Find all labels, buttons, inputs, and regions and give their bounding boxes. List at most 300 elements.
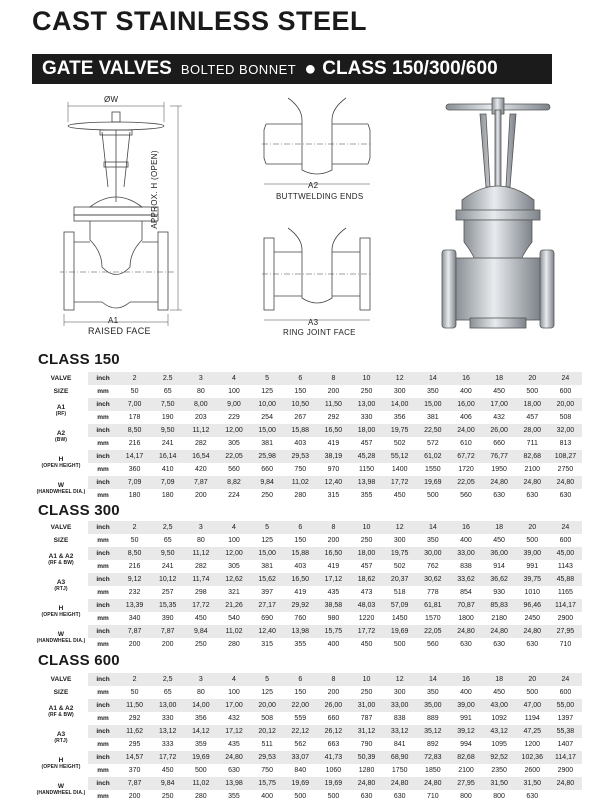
table-row [34,764,582,777]
value-cell: 26,00 [483,424,516,437]
valve-elevation-drawing [60,92,190,342]
value-cell: 419 [327,563,340,570]
value-cell: 300 [393,388,406,395]
value-cell: 350 [426,537,439,544]
value-cell: 560 [460,492,472,499]
value-cell: 250 [195,641,207,648]
value-cell: 18 [483,372,516,385]
value-cell: 14 [416,372,449,385]
value-cell: 1092 [491,715,507,722]
row-label [34,450,88,476]
value-cell: 17,72 [184,599,217,612]
value-cell: 19,69 [284,777,317,790]
table-row [34,777,582,790]
value-cell: 2 [118,372,151,385]
value-cell: 3 [184,673,217,686]
value-cell: 32,00 [549,424,582,437]
row-label-sub: (HANDWHEEL DIA.) [36,790,86,796]
value-cell: 630 [493,641,505,648]
value-cell: 125 [261,388,273,395]
value-cell: 7,00 [118,398,151,411]
valve-3d-render [440,92,560,342]
value-cell: 22,05 [449,476,482,489]
unit-cell: inch [88,751,118,764]
row-label-main: H [58,456,64,463]
value-cell: 7,87 [118,777,151,790]
dim-h-label: APPROX. H (OPEN) [149,150,159,229]
value-cell: 1450 [391,615,408,622]
value-cell: 340 [128,615,141,622]
ring-joint-drawing [262,224,372,329]
value-cell: 10 [350,673,383,686]
row-label-main: VALVE [50,524,72,531]
value-cell: 889 [426,715,439,722]
value-cell: 630 [526,641,539,648]
value-cell: 92,52 [483,751,516,764]
value-cell: 778 [426,589,439,596]
value-cell: 6 [284,521,317,534]
table-row [34,738,582,751]
value-cell: 292 [128,715,141,722]
value-cell: 24 [549,521,582,534]
value-cell: 13,98 [284,625,317,638]
value-cell: 6 [284,673,317,686]
value-cell: 321 [228,589,240,596]
value-cell: 11,62 [118,725,151,738]
value-cell: 22,00 [284,699,317,712]
table-row [34,385,582,398]
value-cell: 1165 [557,589,573,596]
value-cell: 108,27 [549,450,582,463]
value-cell: 27,95 [549,625,582,638]
value-cell: 24,80 [483,476,516,489]
value-cell: 31,50 [516,777,549,790]
value-cell: 1010 [524,589,541,596]
value-cell: 381 [261,563,273,570]
value-cell: 18,00 [350,424,383,437]
value-cell: 840 [294,767,307,774]
value-cell: 1397 [557,715,574,722]
value-cell: 419 [294,589,307,596]
value-cell: 991 [526,563,539,570]
value-cell: 280 [294,492,307,499]
value-cell: 20 [516,673,549,686]
table-row [34,573,582,586]
value-cell: 12,00 [217,424,250,437]
value-cell: 178 [128,414,141,421]
value-cell: 500 [426,492,439,499]
value-cell: 600 [559,537,572,544]
value-cell: 280 [228,641,240,648]
value-cell: 27,17 [251,599,284,612]
value-cell: 200 [128,793,141,800]
table-row [34,411,582,424]
value-cell: 125 [261,537,273,544]
banner-product: GATE VALVES [42,58,172,79]
value-cell: 7,87 [118,625,151,638]
value-cell: 19,75 [383,547,416,560]
value-cell: 80 [196,689,205,696]
value-cell: 11,02 [184,777,217,790]
value-cell: 7,87 [151,625,184,638]
value-cell: 500 [526,537,539,544]
value-cell: 11,74 [184,573,217,586]
value-cell: 10,12 [151,573,184,586]
value-cell: 1150 [359,466,375,473]
value-cell: 47,00 [516,699,549,712]
value-cell: 381 [261,440,273,447]
value-cell: 7,09 [151,476,184,489]
value-cell: 8 [317,372,350,385]
value-cell: 355 [294,641,307,648]
row-label-main: W [57,631,65,638]
value-cell: 43,00 [483,699,516,712]
value-cell: 55,12 [383,450,416,463]
value-cell: 33,62 [449,573,482,586]
value-cell: 55,38 [549,725,582,738]
value-cell: 500 [526,388,539,395]
value-cell: 11,50 [118,699,151,712]
value-cell: 80 [196,537,205,544]
class-600-heading: CLASS 600 [38,652,120,669]
value-cell: 12 [383,372,416,385]
value-cell: 511 [261,741,273,748]
value-cell: 450 [195,615,207,622]
value-cell: 540 [228,615,240,622]
row-label [34,476,88,502]
value-cell: 660 [493,440,505,447]
row-label-main: H [58,605,64,612]
value-cell: 630 [559,492,572,499]
value-cell: 50 [130,388,139,395]
value-cell: 229 [228,414,240,421]
value-cell: 21,26 [217,599,250,612]
value-cell: 216 [128,440,141,447]
value-cell: 20,37 [383,573,416,586]
table-row [34,686,582,699]
value-cell: 970 [327,466,340,473]
value-cell: 1194 [524,715,540,722]
value-cell: 27,95 [449,777,482,790]
value-cell: 15,35 [151,599,184,612]
value-cell: 7,50 [151,398,184,411]
value-cell: 930 [493,589,505,596]
value-cell: 2 [118,673,151,686]
value-cell: 39,00 [449,699,482,712]
value-cell: 630 [526,793,539,800]
unit-cell: inch [88,699,118,712]
value-cell: 359 [195,741,207,748]
value-cell: 22,05 [217,450,250,463]
value-cell: 100 [228,537,240,544]
value-cell: 508 [559,414,572,421]
table-row [34,790,582,803]
value-cell: 450 [360,641,373,648]
value-cell: 560 [426,641,439,648]
value-cell: 254 [261,414,273,421]
unit-cell: inch [88,372,118,385]
value-cell: 991 [460,715,472,722]
value-cell: 17,72 [383,476,416,489]
value-cell: 280 [195,793,207,800]
value-cell: 18,62 [350,573,383,586]
value-cell: 216 [128,563,141,570]
value-cell: 250 [360,388,373,395]
value-cell: 914 [493,563,505,570]
table-row [34,725,582,738]
row-label-main: A1 & A2 [48,553,74,560]
class-300-table [34,521,582,651]
value-cell: 19,75 [383,424,416,437]
value-cell: 14,00 [184,699,217,712]
value-cell: 250 [261,492,273,499]
value-cell: 17,72 [350,625,383,638]
unit-cell: inch [88,599,118,612]
unit-cell: inch [88,673,118,686]
class-600-table [34,673,582,803]
value-cell: 295 [128,741,141,748]
value-cell: 9,50 [151,424,184,437]
value-cell: 82,68 [516,450,549,463]
value-cell: 355 [360,492,373,499]
value-cell: 14,17 [118,450,151,463]
value-cell: 400 [460,388,472,395]
value-cell: 24,80 [549,476,582,489]
value-cell: 381 [426,414,439,421]
value-cell: 400 [460,689,472,696]
value-cell: 2600 [524,767,541,774]
table-row [34,463,582,476]
row-label-sub: (RTJ) [54,586,68,592]
unit-cell: inch [88,521,118,534]
row-label-sub: (OPEN HEIGHT) [41,612,81,618]
value-cell: 80 [196,388,205,395]
value-cell: 14 [416,673,449,686]
unit-cell: inch [88,476,118,489]
value-cell: 7,87 [184,476,217,489]
value-cell: 13,12 [151,725,184,738]
value-cell: 2900 [557,767,574,774]
value-cell: 17,00 [217,699,250,712]
value-cell: 180 [128,492,141,499]
value-cell: 2 [118,521,151,534]
value-cell: 500 [195,767,207,774]
value-cell: 39,00 [516,547,549,560]
dim-w-label: ØW [104,95,119,104]
value-cell: 61,81 [416,599,449,612]
value-cell: 305 [228,563,240,570]
unit-cell: mm [97,563,109,570]
table-row [34,673,582,686]
value-cell: 994 [460,741,472,748]
value-cell: 800 [493,793,505,800]
row-label-sub: (RF & BW) [48,712,74,718]
unit-cell: mm [97,414,109,421]
value-cell: 9,84 [151,777,184,790]
table-row [34,450,582,463]
value-cell: 370 [128,767,141,774]
value-cell: 360 [128,466,141,473]
value-cell: 450 [493,388,505,395]
value-cell: 24,80 [350,777,383,790]
value-cell: 85,83 [483,599,516,612]
value-cell: 29,92 [284,599,317,612]
value-cell: 406 [460,414,472,421]
value-cell: 7,09 [118,476,151,489]
value-cell: 39,12 [449,725,482,738]
unit-cell: inch [88,450,118,463]
value-cell: 25,98 [251,450,284,463]
banner-bullet: ● [304,57,317,80]
value-cell: 10 [350,521,383,534]
value-cell: 11,50 [317,398,350,411]
value-cell: 22,05 [416,625,449,638]
value-cell: 28,00 [516,424,549,437]
value-cell: 22,50 [416,424,449,437]
product-banner [32,54,552,84]
value-cell: 10,50 [284,398,317,411]
banner-classes: CLASS 150/300/600 [322,58,498,79]
value-cell: 838 [460,563,472,570]
value-cell: 16,54 [184,450,217,463]
value-cell: 350 [426,689,439,696]
value-cell: 70,87 [449,599,482,612]
row-label-main: A3 [56,731,66,738]
value-cell: 20 [516,372,549,385]
value-cell: 200 [327,388,340,395]
unit-cell: mm [97,492,109,499]
value-cell: 82,68 [449,751,482,764]
row-label-main: W [57,482,65,489]
row-label-main: W [57,783,65,790]
value-cell: 14,12 [184,725,217,738]
value-cell: 1570 [425,615,441,622]
value-cell: 2100 [458,767,474,774]
value-cell: 1095 [491,741,507,748]
value-cell: 6 [284,372,317,385]
value-cell: 315 [327,492,340,499]
row-label [34,599,88,625]
value-cell: 16,50 [317,424,350,437]
value-cell: 250 [360,689,373,696]
row-label [34,777,88,803]
value-cell: 15,62 [251,573,284,586]
row-label-sub: (OPEN HEIGHT) [41,764,81,770]
value-cell: 33,12 [383,725,416,738]
ring-joint-face-label: RING JOINT FACE [283,328,356,337]
value-cell: 5 [251,521,284,534]
value-cell: 19,69 [317,777,350,790]
value-cell: 15,75 [251,777,284,790]
value-cell: 200 [327,689,340,696]
value-cell: 150 [294,537,307,544]
value-cell: 39,75 [516,573,549,586]
value-cell: 750 [261,767,273,774]
value-cell: 9,84 [184,625,217,638]
value-cell: 2450 [524,615,541,622]
value-cell: 24 [549,673,582,686]
value-cell: 1407 [557,741,574,748]
value-cell: 114,17 [549,751,582,764]
value-cell: 315 [261,641,273,648]
value-cell: 663 [327,741,340,748]
row-label [34,751,88,777]
value-cell: 2750 [557,466,574,473]
value-cell: 710 [559,641,572,648]
row-label [34,424,88,450]
unit-cell: mm [97,741,109,748]
value-cell: 150 [294,388,307,395]
dim-a3-label: A3 [308,318,319,327]
value-cell: 787 [360,715,373,722]
row-label-sub: (HANDWHEEL DIA.) [36,489,86,495]
value-cell: 41,73 [317,751,350,764]
row-label [34,398,88,424]
value-cell: 24,80 [449,625,482,638]
value-cell: 330 [360,414,373,421]
unit-cell: mm [97,793,109,800]
value-cell: 190 [161,414,174,421]
value-cell: 20,00 [251,699,284,712]
row-label-sub: (RF & BW) [48,560,74,566]
value-cell: 630 [460,641,472,648]
value-cell: 500 [294,793,307,800]
value-cell: 9,50 [151,547,184,560]
value-cell: 15,75 [317,625,350,638]
value-cell: 114,17 [549,599,582,612]
value-cell: 350 [426,388,439,395]
value-cell: 203 [195,414,207,421]
value-cell: 1850 [425,767,441,774]
value-cell: 1800 [458,615,474,622]
value-cell: 15,00 [251,424,284,437]
value-cell: 4 [217,372,250,385]
value-cell: 36,00 [483,547,516,560]
value-cell: 33,00 [449,547,482,560]
value-cell: 12,40 [317,476,350,489]
value-cell: 57,09 [383,599,416,612]
table-row [34,476,582,489]
value-cell: 45,88 [549,573,582,586]
value-cell: 750 [294,466,307,473]
value-cell: 15,00 [416,398,449,411]
value-cell: 13,00 [151,699,184,712]
value-cell: 50 [130,689,139,696]
value-cell: 355 [228,793,240,800]
row-label-main: VALVE [50,676,72,683]
value-cell: 65 [163,537,172,544]
table-row [34,638,582,651]
dim-a1-label: A1 [108,316,119,325]
value-cell: 16,14 [151,450,184,463]
value-cell: 630 [228,767,240,774]
value-cell: 15,88 [284,424,317,437]
value-cell: 17,00 [483,398,516,411]
row-label [34,573,88,599]
value-cell: 1143 [557,563,573,570]
value-cell: 432 [493,414,505,421]
value-cell: 100 [228,689,240,696]
value-cell: 150 [294,689,307,696]
value-cell: 76,77 [483,450,516,463]
value-cell: 330 [161,715,174,722]
row-label [34,699,88,725]
value-cell: 760 [294,615,307,622]
row-label-second: SIZE [53,388,69,395]
value-cell: 16,50 [284,573,317,586]
table-row [34,521,582,534]
value-cell: 24,80 [516,476,549,489]
